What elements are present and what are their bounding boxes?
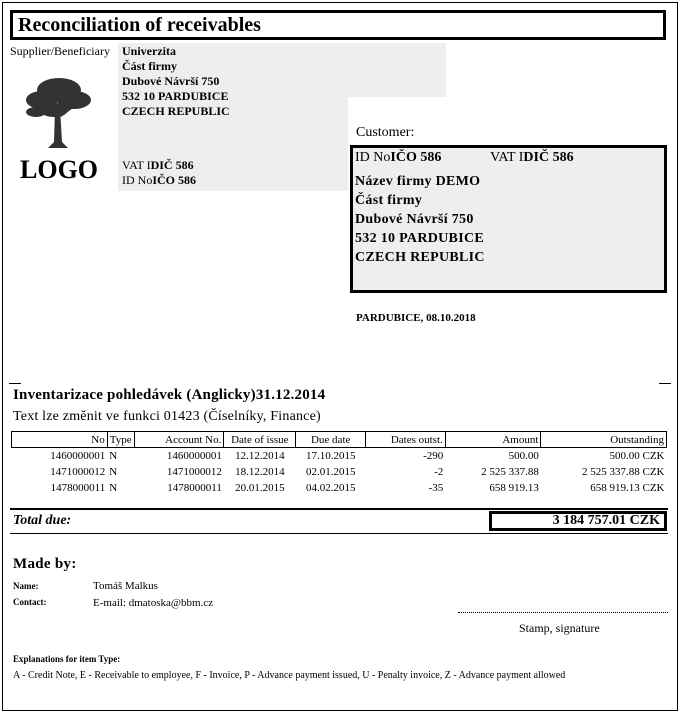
explanations-text: A - Credit Note, E - Receivable to employee, F - Invoice, P - Advance payment issued, U - Penalty invoice, Z - Advance payment allowed bbox=[13, 670, 566, 681]
table-cell: 02.01.2015 bbox=[305, 465, 356, 478]
table-cell: 2 525 337.88 bbox=[481, 465, 539, 478]
name-label: Name: bbox=[13, 581, 39, 591]
table-cell: 20.01.2015 bbox=[235, 481, 285, 494]
table-cell: -35 bbox=[428, 481, 444, 494]
table-cell: 1478000011 bbox=[167, 481, 222, 494]
column-header: Type bbox=[107, 432, 134, 448]
table-cell: 18.12.2014 bbox=[235, 465, 285, 478]
table-cell: -2 bbox=[434, 465, 444, 478]
table-cell: N bbox=[109, 465, 118, 478]
table-cell: 12.12.2014 bbox=[235, 449, 285, 462]
table-cell: 1471000012 bbox=[50, 465, 106, 478]
table-cell: 1471000012 bbox=[166, 465, 222, 478]
table-cell: 1460000001 bbox=[166, 449, 222, 462]
explanations-heading: Explanations for item Type: bbox=[13, 654, 121, 664]
table-cell: N bbox=[109, 449, 118, 462]
supplier-vat-value: DIČ 586 bbox=[150, 158, 194, 172]
supplier-ids bbox=[122, 158, 196, 188]
customer-line: CZECH REPUBLIC bbox=[355, 250, 485, 265]
column-header: Amount bbox=[445, 432, 541, 448]
supplier-vat-label: VAT I bbox=[122, 158, 151, 172]
divider bbox=[10, 533, 668, 534]
supplier-line: CZECH REPUBLIC bbox=[122, 104, 230, 118]
items-table bbox=[11, 431, 667, 496]
table-cell: 500.00 CZK bbox=[609, 449, 665, 462]
total-value: 3 184 757.01 CZK bbox=[489, 511, 667, 531]
column-header: Account No. bbox=[134, 432, 224, 448]
table-cell: 04.02.2015 bbox=[305, 481, 356, 494]
customer-ids bbox=[355, 150, 574, 166]
contact-label: Contact: bbox=[13, 597, 47, 607]
customer-line: Část firmy bbox=[355, 193, 423, 208]
fold-mark bbox=[659, 383, 671, 384]
table-header-row bbox=[12, 432, 667, 448]
made-by-heading: Made by: bbox=[13, 556, 77, 572]
logo-text: LOGO bbox=[20, 155, 99, 184]
column-header: Dates outst. bbox=[366, 432, 446, 448]
table-row bbox=[12, 464, 667, 480]
table-row bbox=[12, 480, 667, 496]
signature-line bbox=[458, 612, 668, 613]
place-date: PARDUBICE, 08.10.2018 bbox=[356, 312, 476, 324]
table-cell: 658 919.13 bbox=[489, 481, 539, 494]
tree-logo-icon bbox=[24, 70, 94, 150]
fold-mark bbox=[9, 383, 21, 384]
name-value: Tomáš Malkus bbox=[93, 580, 158, 592]
customer-label: Customer: bbox=[356, 125, 415, 140]
table-cell: N bbox=[109, 481, 118, 494]
customer-line: 532 10 PARDUBICE bbox=[355, 231, 484, 246]
total-label: Total due: bbox=[13, 513, 72, 528]
supplier-label: Supplier/Beneficiary bbox=[10, 44, 110, 58]
contact-value: E-mail: dmatoska@bbm.cz bbox=[93, 597, 214, 609]
table-cell: 17.10.2015 bbox=[305, 449, 356, 462]
table-row bbox=[12, 448, 667, 464]
divider bbox=[10, 508, 668, 510]
table-cell: -290 bbox=[423, 449, 444, 462]
column-header: Date of issue bbox=[224, 432, 296, 448]
table-cell: 658 919.13 CZK bbox=[590, 481, 665, 494]
inventory-text: Text lze změnit ve funkci 01423 (Číselníky, Finance) bbox=[13, 409, 321, 424]
table-cell: 1478000011 bbox=[50, 481, 106, 494]
supplier-line: 532 10 PARDUBICE bbox=[122, 89, 229, 103]
inventory-title: Inventarizace pohledávek (Anglicky)31.12.2014 bbox=[13, 387, 326, 403]
customer-id-label: ID No bbox=[355, 150, 391, 165]
column-header: Due date bbox=[296, 432, 366, 448]
customer-vat-label: VAT I bbox=[490, 150, 524, 165]
customer-line: Název firmy DEMO bbox=[355, 174, 481, 189]
customer-vat-value: DIČ 586 bbox=[523, 150, 574, 165]
customer-line: Dubové Návrší 750 bbox=[355, 212, 474, 227]
supplier-address bbox=[122, 44, 230, 119]
supplier-line: Část firmy bbox=[122, 59, 177, 73]
document-title: Reconciliation of receivables bbox=[10, 10, 666, 40]
supplier-id-value: IČO 586 bbox=[152, 173, 196, 187]
customer-address bbox=[355, 172, 485, 267]
customer-id-value: IČO 586 bbox=[390, 150, 442, 165]
supplier-id-label: ID No bbox=[122, 173, 153, 187]
column-header: Outstanding bbox=[541, 432, 667, 448]
table-cell: 2 525 337.88 CZK bbox=[582, 465, 665, 478]
table-cell: 1460000001 bbox=[50, 449, 106, 462]
table-cell: 500.00 bbox=[508, 449, 539, 462]
column-header: No bbox=[12, 432, 108, 448]
stamp-label: Stamp, signature bbox=[519, 621, 600, 635]
supplier-line: Univerzita bbox=[122, 44, 176, 58]
supplier-line: Dubové Návrší 750 bbox=[122, 74, 220, 88]
